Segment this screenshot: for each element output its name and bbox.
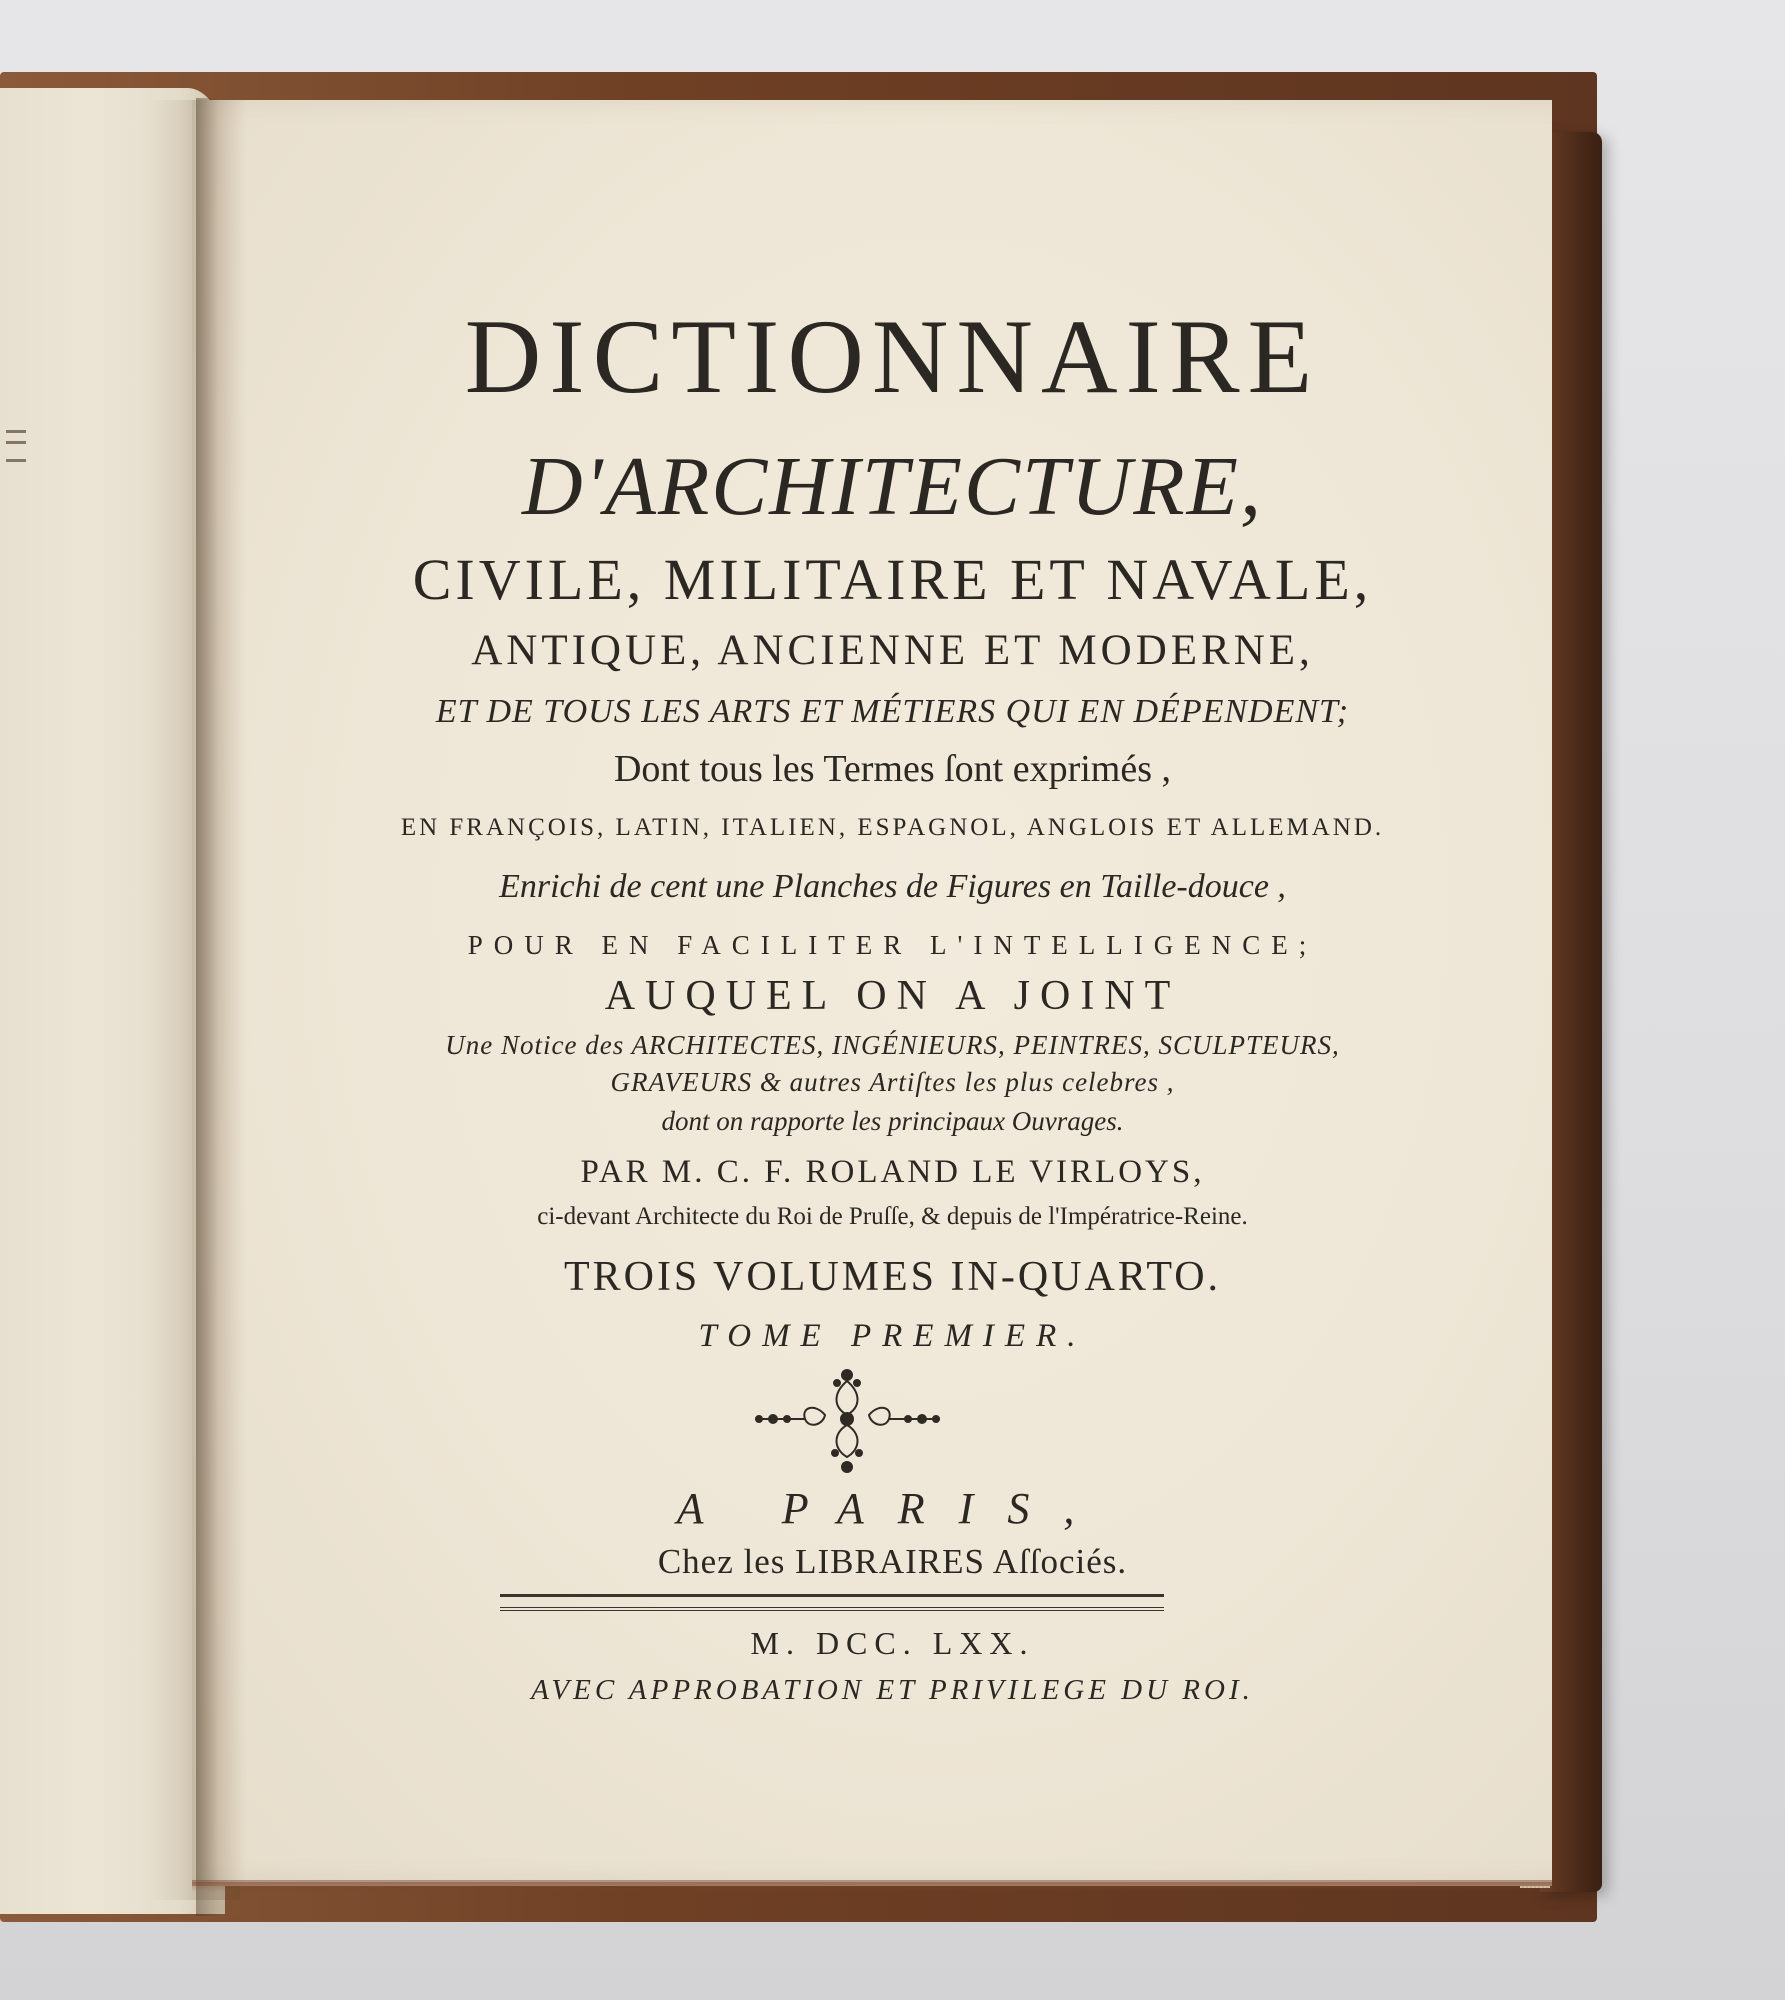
line-arts: ET DE TOUS LES ARTS ET MÉTIERS QUI EN DÉPENDENT; bbox=[435, 693, 1350, 730]
line-antique: ANTIQUE, ANCIENNE ET MODERNE, bbox=[471, 627, 1314, 674]
subtitle: D'ARCHITECTURE, bbox=[522, 440, 1263, 533]
tome-line: TOME PREMIER. bbox=[698, 1318, 1087, 1354]
line-notice-1: Une Notice des ARCHITECTES, INGÉNIEURS, PEINTRES, SCULPTEURS, bbox=[445, 1030, 1340, 1060]
fleuron-ornament-icon bbox=[745, 1363, 950, 1478]
line-notice-2: GRAVEURS & autres Artiſtes les plus celebres , bbox=[610, 1067, 1175, 1097]
line-civile: CIVILE, MILITAIRE ET NAVALE, bbox=[412, 547, 1373, 612]
author-credentials: ci-devant Architecte du Roi de Pruſſe, & depuis de l'Impératrice-Reine. bbox=[537, 1203, 1248, 1230]
page-bottom-shadow bbox=[192, 1880, 1552, 1892]
line-pour: POUR EN FACILITER L'INTELLIGENCE; bbox=[467, 930, 1318, 960]
imprint-city: A PARIS, bbox=[676, 1484, 1109, 1533]
imprint-date: M. DCC. LXX. bbox=[750, 1625, 1035, 1661]
privilege-line: AVEC APPROBATION ET PRIVILEGE DU ROI. bbox=[531, 1674, 1254, 1706]
line-notice-3: dont on rapporte les principaux Ouvrages. bbox=[661, 1106, 1124, 1136]
line-enrichi: Enrichi de cent une Planches de Figures en Taille-douce , bbox=[499, 868, 1286, 905]
main-title: DICTIONNAIRE bbox=[464, 298, 1321, 415]
imprint-publisher: Chez les LIBRAIRES Aſſociés. bbox=[657, 1542, 1128, 1581]
line-dont: Dont tous les Termes ſont exprimés , bbox=[613, 748, 1172, 790]
line-auquel: AUQUEL ON A JOINT bbox=[604, 973, 1181, 1019]
double-rule bbox=[500, 1594, 1164, 1611]
volumes-line: TROIS VOLUMES IN-QUARTO. bbox=[563, 1254, 1222, 1300]
author-line: PAR M. C. F. ROLAND LE VIRLOYS, bbox=[580, 1154, 1205, 1190]
line-languages: EN FRANÇOIS, LATIN, ITALIEN, ESPAGNOL, ANGLOIS ET ALLEMAND. bbox=[400, 814, 1385, 841]
